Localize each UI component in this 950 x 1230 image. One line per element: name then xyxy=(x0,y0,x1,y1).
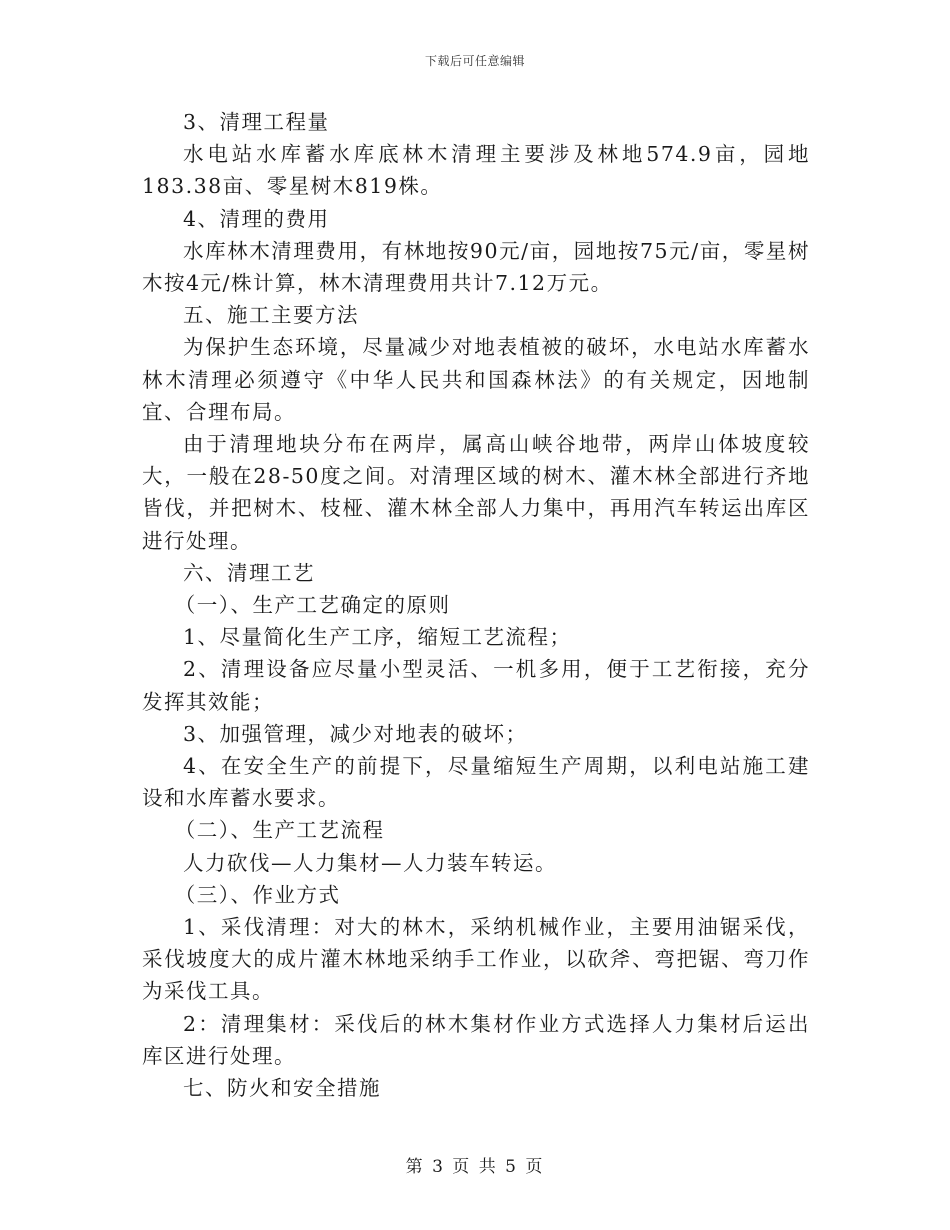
subsection-heading: （一）、生产工艺确定的原则 xyxy=(174,593,451,618)
list-item: 4、在安全生产的前提下，尽量缩短生产周期，以利电站施工建设和水库蓄水要求。 xyxy=(142,754,810,811)
document-body xyxy=(142,106,810,1104)
section-heading: 六、清理工艺 xyxy=(183,560,315,585)
subsection-heading: （三）、作业方式 xyxy=(174,882,341,907)
page-header: 下载后可任意编辑 xyxy=(424,54,525,68)
list-item: 1、尽量简化生产工序，缩短工艺流程； xyxy=(183,625,572,650)
list-item: 3、加强管理，减少对地表的破坏； xyxy=(183,721,528,746)
paragraph: 人力砍伐—人力集材—人力装车转运。 xyxy=(183,850,557,875)
section-heading: 3、清理工程量 xyxy=(183,110,330,134)
section-heading: 4、清理的费用 xyxy=(183,206,330,231)
paragraph: 水库林木清理费用，有林地按90元/亩，园地按75元/亩，零星树木按4元/株计算，林木清理费用共计7.12万元。 xyxy=(142,238,810,296)
paragraph: 由于清理地块分布在两岸，属高山峡谷地带，两岸山体坡度较大，一般在28-50度之间。对清理区域的树木、灌木林全部进行齐地皆伐，并把树木、枝桠、灌木林全部人力集中，再用汽车转运出库区进行处理。 xyxy=(142,432,810,553)
paragraph: 为保护生态环境，尽量减少对地表植被的破坏，水电站水库蓄水林木清理必须遵守《中华人民共和国森林法》的有关规定，因地制宜、合理布局。 xyxy=(142,335,810,424)
section-heading: 五、施工主要方法 xyxy=(183,303,359,328)
page-number-footer: 第 3 页 共 5 页 xyxy=(405,1157,545,1177)
section-heading: 七、防火和安全措施 xyxy=(183,1076,381,1101)
list-item: 2、清理设备应尽量小型灵活、一机多用，便于工艺衔接，充分发挥其效能； xyxy=(142,657,810,714)
paragraph: 水电站水库蓄水库底林木清理主要涉及林地574.9亩，园地183.38亩、零星树木819株。 xyxy=(142,142,810,199)
subsection-heading: （二）、生产工艺流程 xyxy=(174,818,385,843)
list-item: 1、采伐清理：对大的林木，采纳机械作业，主要用油锯采伐，采伐坡度大的成片灌木林地采纳手工作业，以砍斧、弯把锯、弯刀作为采伐工具。 xyxy=(142,915,810,1004)
list-item: 2：清理集材：采伐后的林木集材作业方式选择人力集材后运出库区进行处理。 xyxy=(142,1011,810,1068)
